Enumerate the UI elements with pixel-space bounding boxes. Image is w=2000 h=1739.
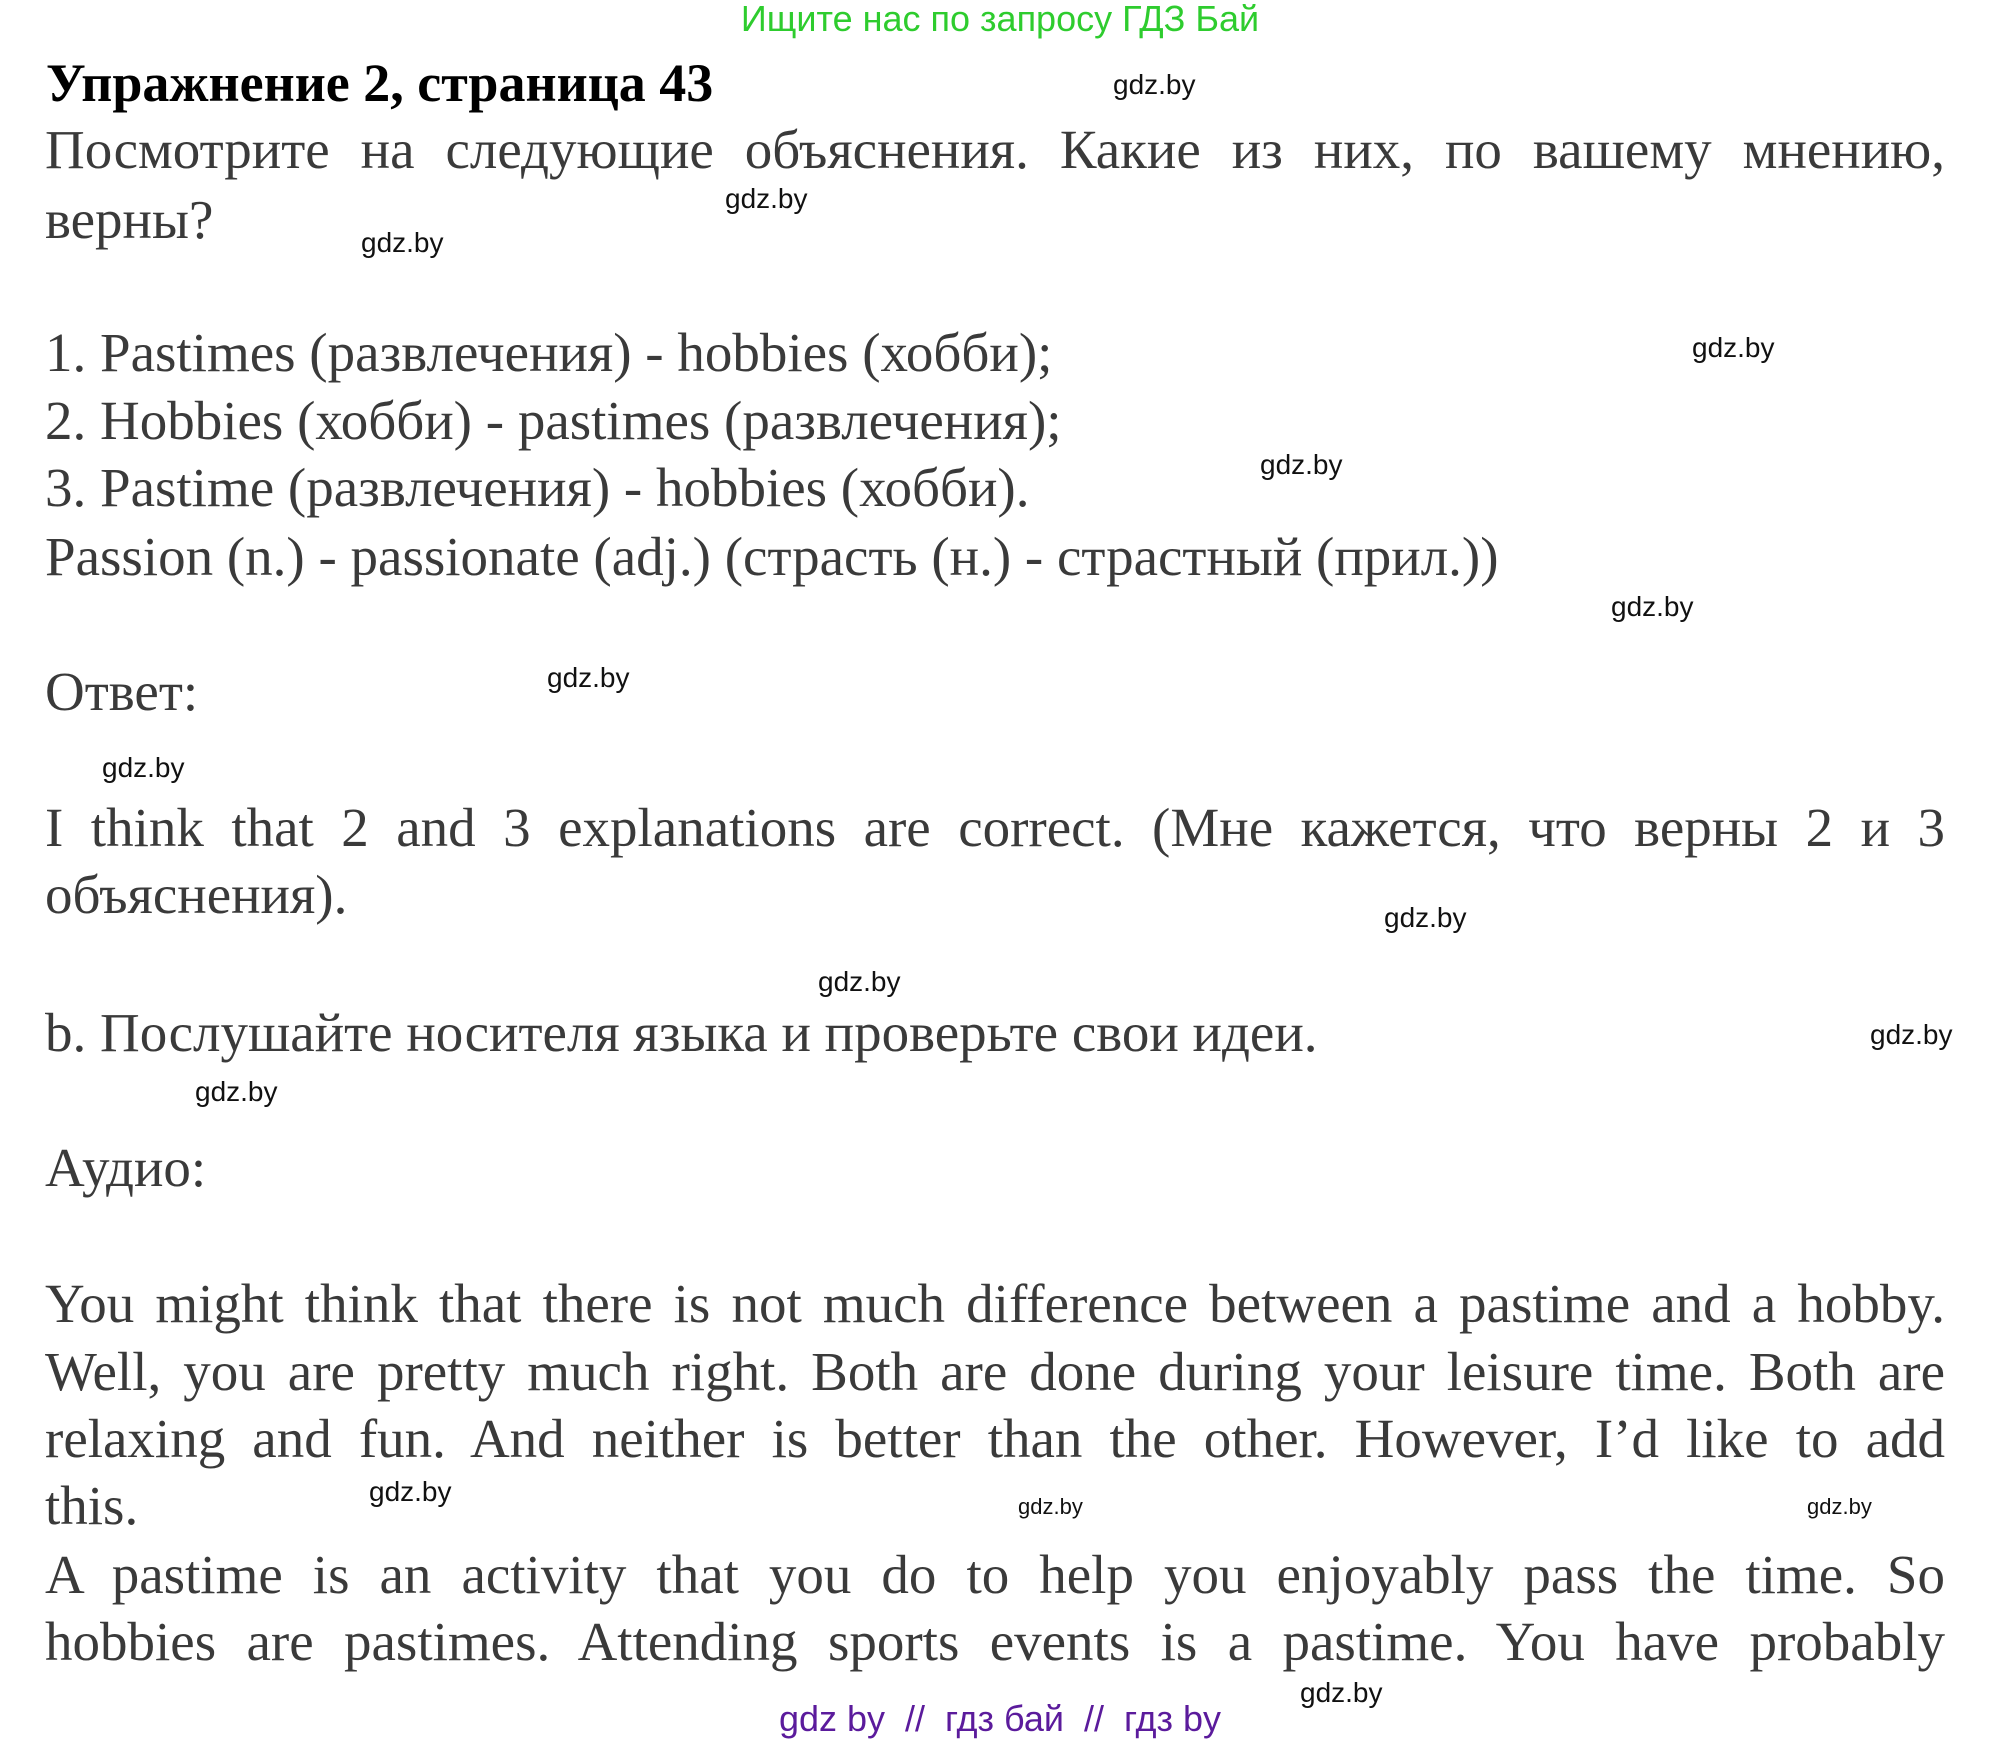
watermark: gdz.by [818,966,901,997]
audio-line: hobbies are pastimes. Attending sports events is a pastime. You have probably [45,1611,1945,1672]
answer-line: объяснения). [45,864,348,925]
watermark: gdz.by [1692,332,1775,363]
watermark: gdz.by [1260,449,1343,480]
option-item: 2. Hobbies (хобби) - pastimes (развлечения); [45,390,1062,451]
watermark: gdz.by [1807,1494,1872,1519]
audio-line: this. [45,1475,139,1536]
audio-label: Аудио: [45,1137,207,1198]
page-title: Упражнение 2, страница 43 [46,53,714,113]
option-item: 1. Pastimes (развлечения) - hobbies (хобби); [45,322,1053,383]
task-line: верны? [45,189,214,250]
audio-line: You might think that there is not much difference between a pastime and a hobby. [45,1273,1945,1334]
option-item: 3. Pastime (развлечения) - hobbies (хобби). [45,457,1030,518]
watermark: gdz.by [102,752,185,783]
option-item: Passion (n.) - passionate (adj.) (страсть (н.) - страстный (прил.)) [45,526,1499,587]
watermark: gdz.by [1611,591,1694,622]
watermark: gdz.by [369,1476,452,1507]
watermark: gdz.by [361,227,444,258]
audio-line: Well, you are pretty much right. Both are done during your leisure time. Both are [45,1341,1945,1402]
footer-links[interactable]: gdz by // гдз бай // гдз by [778,1698,1222,1739]
audio-line: relaxing and fun. And neither is better than the other. However, I’d like to add [45,1408,1945,1469]
watermark: gdz.by [725,183,808,214]
answer-line: I think that 2 and 3 explanations are correct. (Мне кажется, что верны 2 и 3 [45,797,1945,858]
watermark: gdz.by [195,1076,278,1107]
watermark: gdz.by [547,662,630,693]
answer-label: Ответ: [45,661,199,722]
watermark: gdz.by [1018,1494,1083,1519]
promo-banner[interactable]: Ищите нас по запросу ГДЗ Бай [740,0,1260,39]
audio-line: A pastime is an activity that you do to help you enjoyably pass the time. So [45,1544,1945,1605]
watermark: gdz.by [1300,1677,1383,1708]
task-line: Посмотрите на следующие объяснения. Какие из них, по вашему мнению, [45,119,1945,180]
watermark: gdz.by [1870,1019,1953,1050]
watermark: gdz.by [1384,902,1467,933]
watermark: gdz.by [1113,69,1196,100]
task-b: b. Послушайте носителя языка и проверьте свои идеи. [45,1002,1318,1063]
